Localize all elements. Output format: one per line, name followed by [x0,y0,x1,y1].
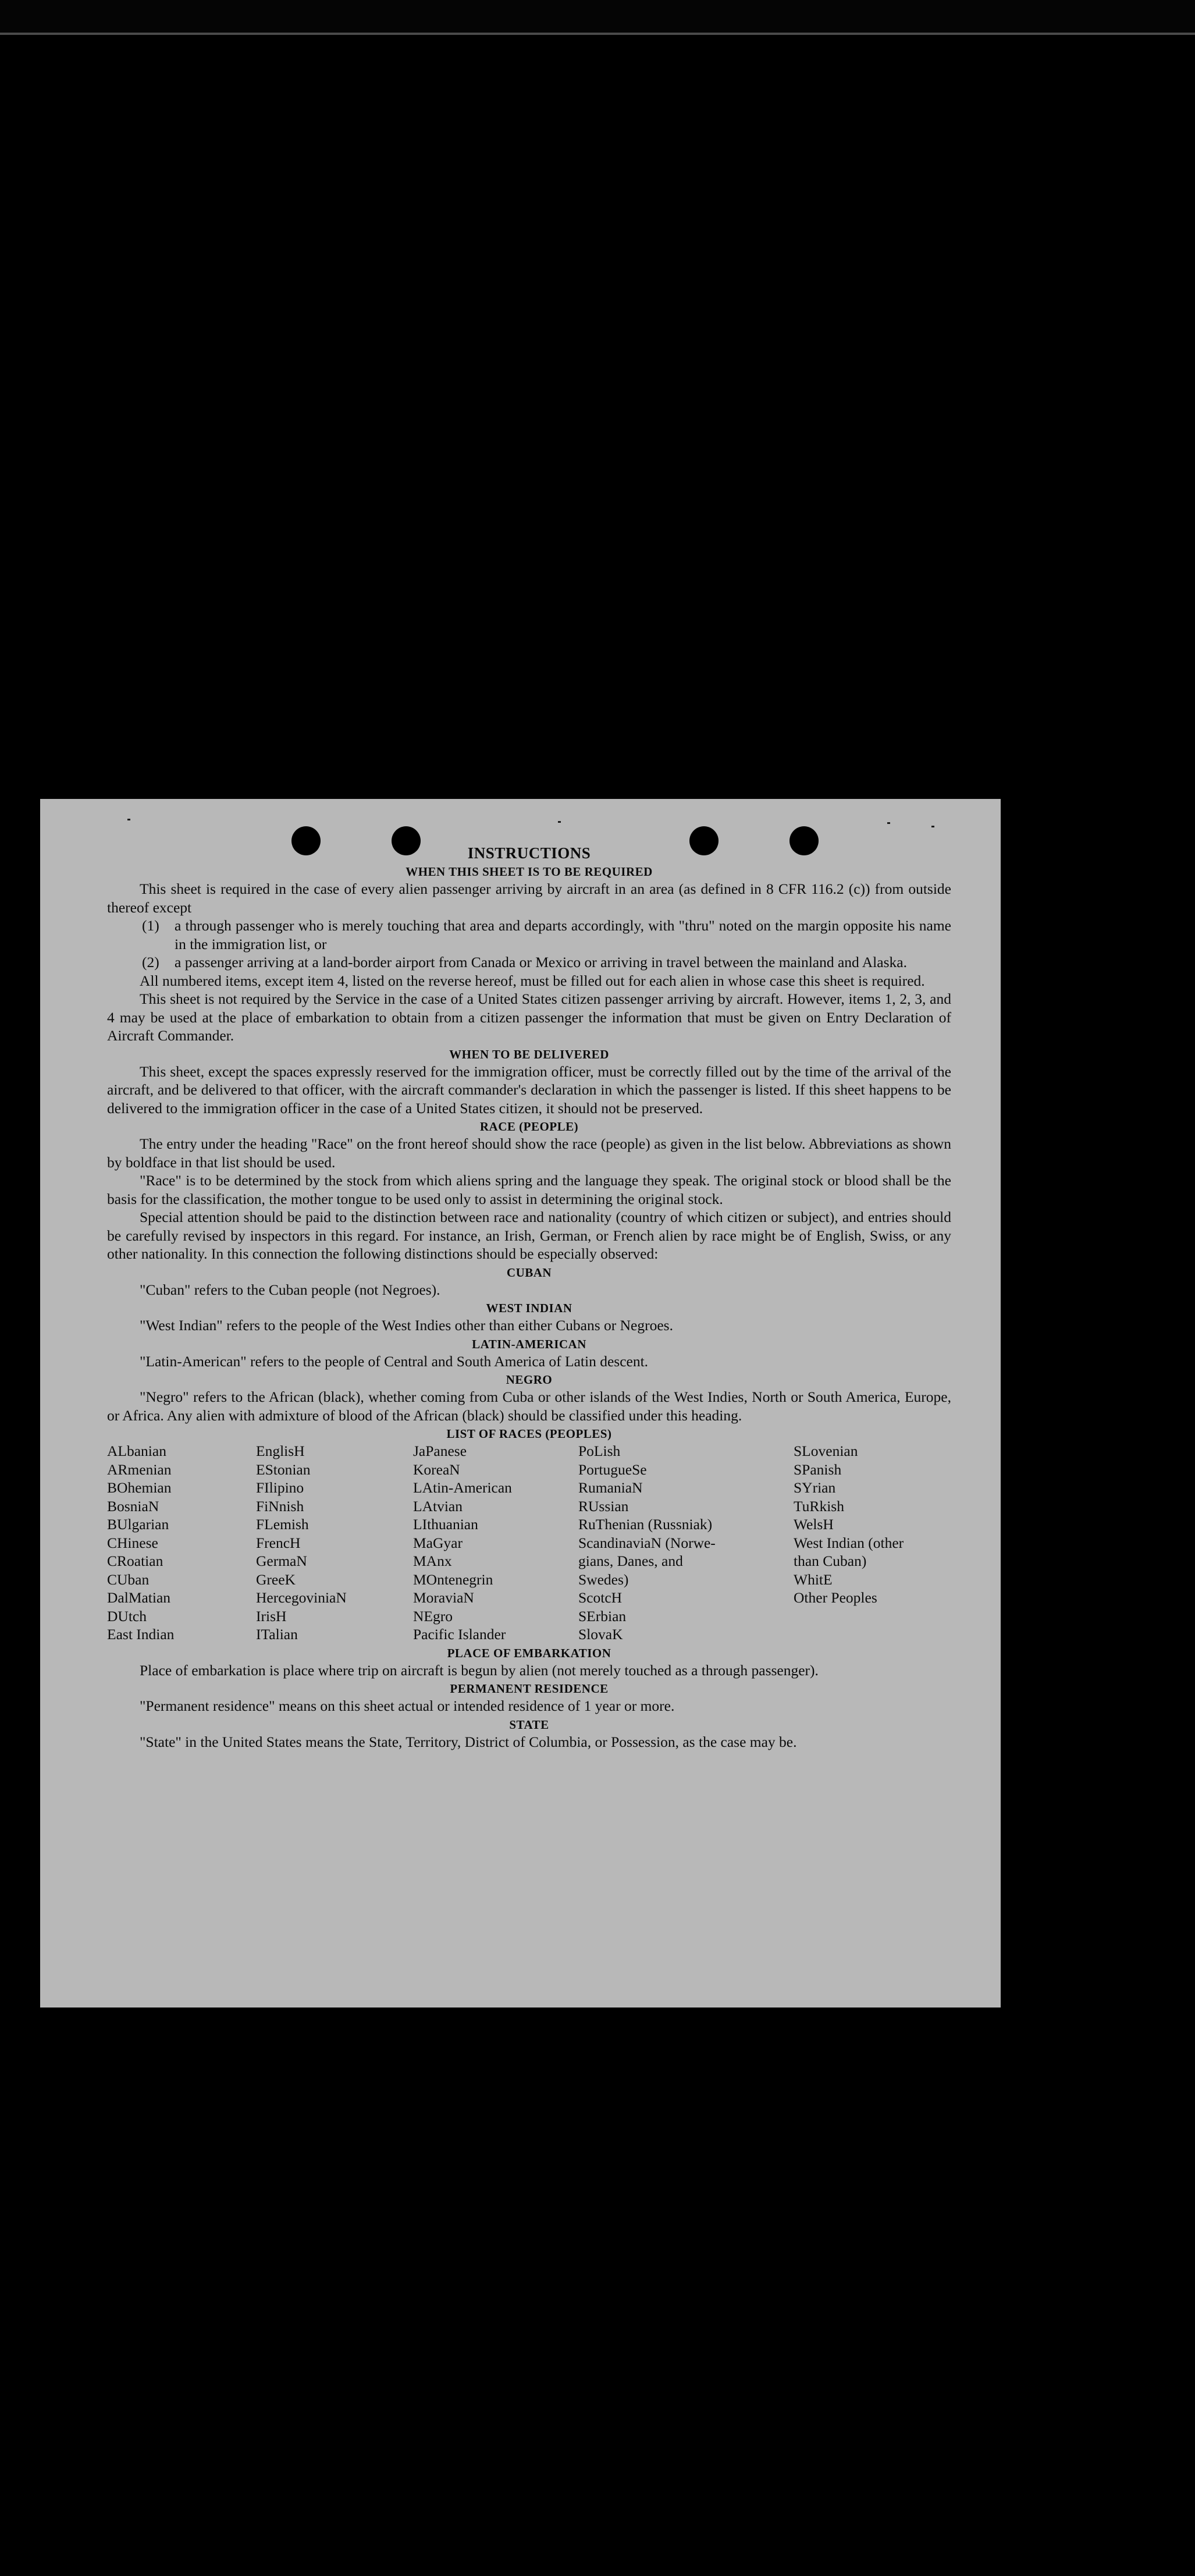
speck [127,819,130,820]
exception-item [142,916,951,953]
races-column [256,1442,413,1644]
speck [887,822,890,824]
race-entry: ALbanian [107,1442,166,1459]
race-entry: IrisH [256,1607,287,1625]
race-entry: SPanish [794,1461,842,1478]
when-delivered-text: This sheet, except the spaces expressly reserved for the immigration officer, must be correctly filled out by the time of the arrival of the aircraft, and be delivered to that officer, with the aircraft commander's declaration in which the passenger is listed. If this sheet happens to be delivered to the immigration officer in the case of a United States citizen, it should not be preserved. [107,1063,951,1117]
residence-text: "Permanent residence" means on this sheet actual or intended residence of 1 year or more. [140,1697,675,1714]
race-entry: EnglisH [256,1442,305,1459]
exception-item [142,953,951,972]
race-entry: TuRkish [794,1497,844,1515]
cuban-text: "Cuban" refers to the Cuban people (not Negroes). [140,1281,440,1298]
race-entry: FiNnish [256,1497,304,1515]
race-entry: RUssian [578,1497,629,1515]
item-text: a passenger arriving at a land-border airport from Canada or Mexico or arriving in travel between the mainland and Alaska. [175,954,907,971]
heading-west-indian: WEST INDIAN [486,1301,572,1315]
page-title: INSTRUCTIONS [467,844,591,862]
heading-list-of-races: LIST OF RACES (PEOPLES) [446,1427,612,1441]
race-entry: ScandinaviaN (Norwe- gians, Danes, and Swedes) [578,1534,716,1588]
instruction-sheet [40,799,1001,2007]
race-entry: MoraviaN [413,1589,474,1606]
top-edge [0,0,1195,33]
race-entry: BUlgarian [107,1516,169,1533]
races-column [413,1442,578,1644]
race-entry: BosniaN [107,1497,159,1515]
race-entry: DUtch [107,1607,147,1625]
item-number: (2) [142,954,159,971]
race-entry: DalMatian [107,1589,171,1606]
race-entry: RuThenian (Russniak) [578,1516,713,1533]
heading-permanent-residence: PERMANENT RESIDENCE [450,1682,609,1696]
race-entry: HercegoviniaN [256,1589,347,1606]
heading-state: STATE [509,1717,549,1732]
race-entry: SLovenian [794,1442,858,1459]
heading-place-of-embarkation: PLACE OF EMBARKATION [447,1646,611,1660]
races-column [578,1442,794,1644]
race-entry: LAtvian [413,1497,463,1515]
punch-hole [789,826,819,855]
race-entry: CRoatian [107,1552,163,1569]
race-entry: SErbian [578,1607,627,1625]
race-paragraph-2: "Race" is to be determined by the stock from which aliens spring and the language they speak. The original stock or blood shall be the basis for the classification, the mother tongue to be used only to assist in determining the original stock. [107,1172,951,1207]
heading-latin-american: LATIN-AMERICAN [472,1337,586,1351]
race-entry: FLemish [256,1516,309,1533]
races-column [794,1442,951,1644]
race-paragraph-3: Special attention should be paid to the distinction between race and nationality (country of which citizen or subject), and entries should be carefully revised by inspectors in this regard. For instance, an Irish, German, or French alien by race might be of English, Swiss, or any other nationality. In this connection the following distinctions should be especially observed: [107,1209,951,1262]
race-entry: East Indian [107,1626,175,1643]
race-entry: EStonian [256,1461,311,1478]
race-entry: RumaniaN [578,1479,643,1496]
top-rule [0,33,1195,35]
race-entry: ScotcH [578,1589,623,1606]
race-entry: FrencH [256,1534,301,1551]
race-entry: GreeK [256,1571,296,1588]
race-entry: BOhemian [107,1479,172,1496]
latin-american-text: "Latin-American" refers to the people of Central and South America of Latin descent. [140,1352,649,1370]
item-number: (1) [142,917,159,934]
race-entry: GermaN [256,1552,307,1569]
race-entry: SlovaK [578,1626,623,1643]
heading-cuban: CUBAN [506,1265,552,1280]
citizen-paragraph: This sheet is not required by the Service in the case of a United States citizen passenger arriving by aircraft. However, items 1, 2, 3, and 4 may be used at the place of embarkation to obtain from a citizen passenger the information that must be given on Entry Declaration of Aircraft Commander. [107,990,951,1044]
race-entry: KoreaN [413,1461,460,1478]
races-column [107,1442,256,1644]
race-entry: MaGyar [413,1534,463,1551]
race-entry: MAnx [413,1552,452,1569]
race-entry: WelsH [794,1516,834,1533]
race-entry: ARmenian [107,1461,172,1478]
race-entry: CUban [107,1571,150,1588]
race-entry: Pacific Islander [413,1626,506,1643]
item-text: a through passenger who is merely touching that area and departs accordingly, with "thru" noted on the margin opposite his name in the immigration list, or [175,917,951,953]
race-entry: Other Peoples [794,1589,877,1606]
race-paragraph-1: The entry under the heading "Race" on the front hereof should show the race (people) as given in the list below. Abbreviations as shown by boldface in that list should be used. [107,1135,951,1171]
race-entry: WhitE [794,1571,833,1588]
punch-hole [291,826,321,855]
numbered-items-paragraph: All numbered items, except item 4, listed on the reverse hereof, must be filled out for each alien in whose case this sheet is required. [140,972,925,989]
when-required-intro: This sheet is required in the case of every alien passenger arriving by aircraft in an area (as defined in 8 CFR 116.2 (c)) from outside thereof except [107,880,951,916]
speck [931,826,934,827]
race-entry: LIthuanian [413,1516,478,1533]
negro-text: "Negro" refers to the African (black), whether coming from Cuba or other islands of the West Indies, North or South America, Europe, or Africa. Any alien with admixture of blood of the African (black) should be classified under this heading. [107,1388,951,1424]
speck [558,821,561,823]
race-entry: ITalian [256,1626,298,1643]
race-entry: PoLish [578,1442,621,1459]
race-entry: LAtin-American [413,1479,512,1496]
races-list [107,1442,951,1644]
punch-hole [689,826,719,855]
race-entry: JaPanese [413,1442,467,1459]
race-entry: CHinese [107,1534,158,1551]
embarkation-text: Place of embarkation is place where trip on aircraft is begun by alien (not merely touched as a through passenger). [140,1661,819,1679]
heading-when-required: WHEN THIS SHEET IS TO BE REQUIRED [406,865,653,879]
race-entry: MOntenegrin [413,1571,493,1588]
punch-hole [392,826,421,855]
heading-negro: NEGRO [506,1373,553,1387]
race-entry: FIlipino [256,1479,304,1496]
race-entry: NEgro [413,1607,453,1625]
heading-when-delivered: WHEN TO BE DELIVERED [449,1047,609,1061]
heading-race: RACE (PEOPLE) [479,1120,579,1134]
race-entry: PortugueSe [578,1461,647,1478]
state-text: "State" in the United States means the State, Territory, District of Columbia, or Possession, as the case may be. [140,1733,797,1750]
race-entry: SYrian [794,1479,836,1496]
west-indian-text: "West Indian" refers to the people of the West Indies other than either Cubans or Negroes. [140,1317,673,1334]
race-entry: West Indian (other than Cuban) [794,1534,904,1569]
